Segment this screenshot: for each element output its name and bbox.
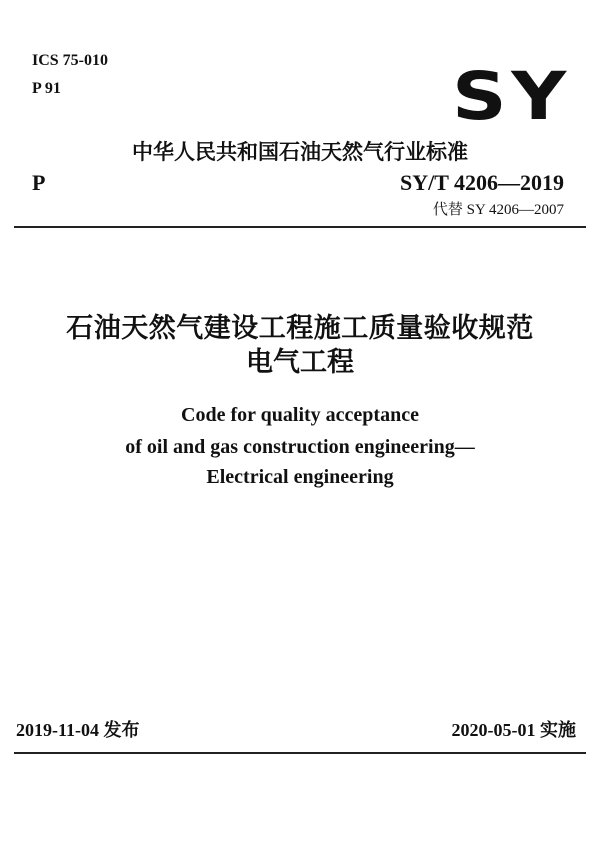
classification-code: P 91: [32, 80, 61, 97]
category-letter: P: [32, 170, 46, 195]
organization-title: 中华人民共和国石油天然气行业标准: [132, 140, 468, 164]
ics-code: ICS 75-010: [32, 52, 109, 69]
title-en-line3: Electrical engineering: [206, 466, 394, 488]
header-divider: [14, 226, 586, 228]
publish-date: 2019-11-04 发布: [16, 720, 140, 740]
replaces-note: 代替 SY 4206—2007: [432, 202, 564, 218]
title-en-line2: of oil and gas construction engineering—: [125, 436, 475, 458]
title-en-line1: Code for quality acceptance: [181, 404, 419, 426]
standard-code: SY/T 4206—2019: [399, 170, 564, 195]
implement-date: 2020-05-01 实施: [451, 720, 576, 740]
title-cn-line2: 电气工程: [246, 347, 354, 378]
title-cn-line1: 石油天然气建设工程施工质量验收规范: [66, 313, 534, 344]
footer-divider: [14, 752, 586, 754]
sy-logo: SY: [452, 58, 571, 135]
